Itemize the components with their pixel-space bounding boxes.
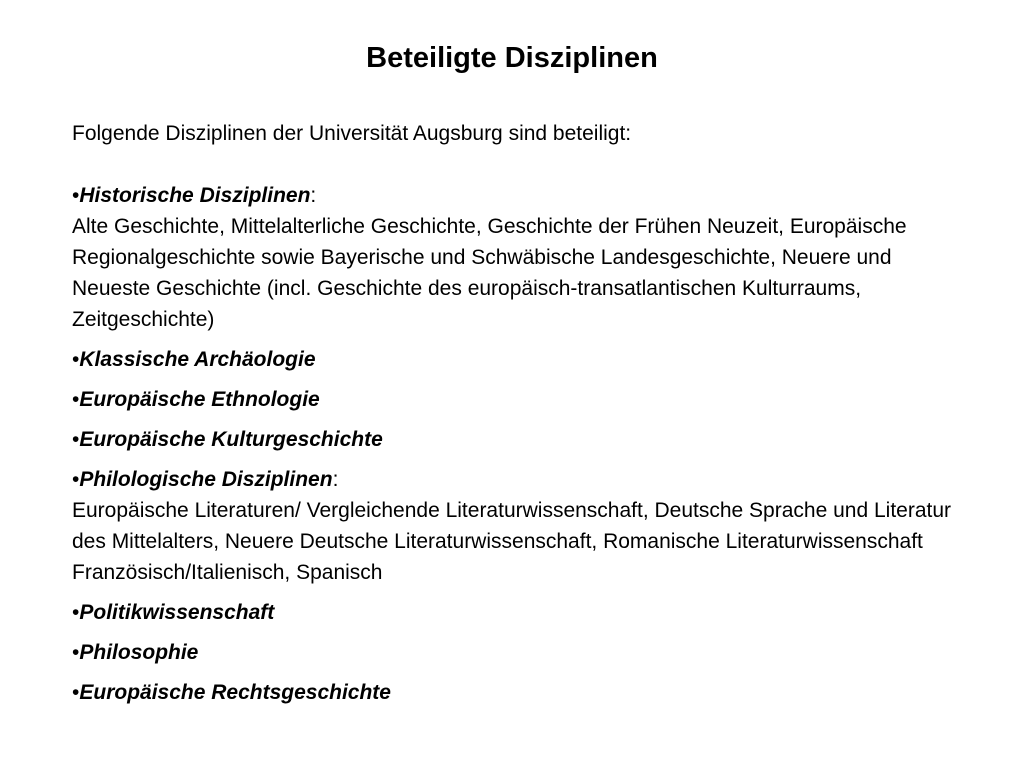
slide-content xyxy=(72,118,972,717)
item-suffix: : xyxy=(310,184,317,207)
item-suffix: : xyxy=(332,468,339,491)
bullet: • xyxy=(72,388,80,411)
bullet: • xyxy=(72,428,80,451)
item-title: Klassische Archäologie xyxy=(79,348,316,371)
item-head xyxy=(72,384,972,415)
item-head xyxy=(72,424,972,455)
discipline-item-archaeologie xyxy=(72,344,972,375)
item-title: Philologische Disziplinen xyxy=(79,468,333,491)
discipline-item-ethnologie xyxy=(72,384,972,415)
item-head xyxy=(72,464,972,495)
discipline-item-philosophie xyxy=(72,637,972,668)
item-title: Politikwissenschaft xyxy=(79,601,275,624)
item-head xyxy=(72,637,972,668)
bullet: • xyxy=(72,601,80,624)
bullet: • xyxy=(72,641,80,664)
item-title: Philosophie xyxy=(79,641,199,664)
item-title: Historische Disziplinen xyxy=(79,184,311,207)
item-head xyxy=(72,344,972,375)
bullet: • xyxy=(72,348,80,371)
intro-text: Folgende Disziplinen der Universität Augsburg sind beteiligt: xyxy=(72,122,632,145)
item-head xyxy=(72,677,972,708)
item-head xyxy=(72,180,972,211)
bullet: • xyxy=(72,468,80,491)
discipline-item-kulturgeschichte xyxy=(72,424,972,455)
item-head xyxy=(72,597,972,628)
bullet: • xyxy=(72,184,80,207)
discipline-item-politikwissenschaft xyxy=(72,597,972,628)
item-title: Europäische Ethnologie xyxy=(79,388,320,411)
item-title: Europäische Rechtsgeschichte xyxy=(79,681,391,704)
discipline-item-historische xyxy=(72,180,972,335)
discipline-item-philologische xyxy=(72,464,972,588)
item-description: Alte Geschichte, Mittelalterliche Geschichte, Geschichte der Frühen Neuzeit, Europäische Regionalgeschichte sowie Bayerische und Schwäbische Landesgeschichte, Neuere und Neueste Geschichte (incl. Geschichte des europäisch-transatlantischen Kulturraums, Zeitgeschichte) xyxy=(72,215,907,331)
item-title: Europäische Kulturgeschichte xyxy=(79,428,383,451)
slide-title: Beteiligte Disziplinen xyxy=(366,42,658,74)
discipline-item-rechtsgeschichte xyxy=(72,677,972,708)
bullet: • xyxy=(72,681,80,704)
item-description: Europäische Literaturen/ Vergleichende Literaturwissenschaft, Deutsche Sprache und Literatur des Mittelalters, Neuere Deutsche Literaturwissenschaft, Romanische Literaturwissenschaft Französisch/Italienisch, Spanisch xyxy=(72,499,952,584)
